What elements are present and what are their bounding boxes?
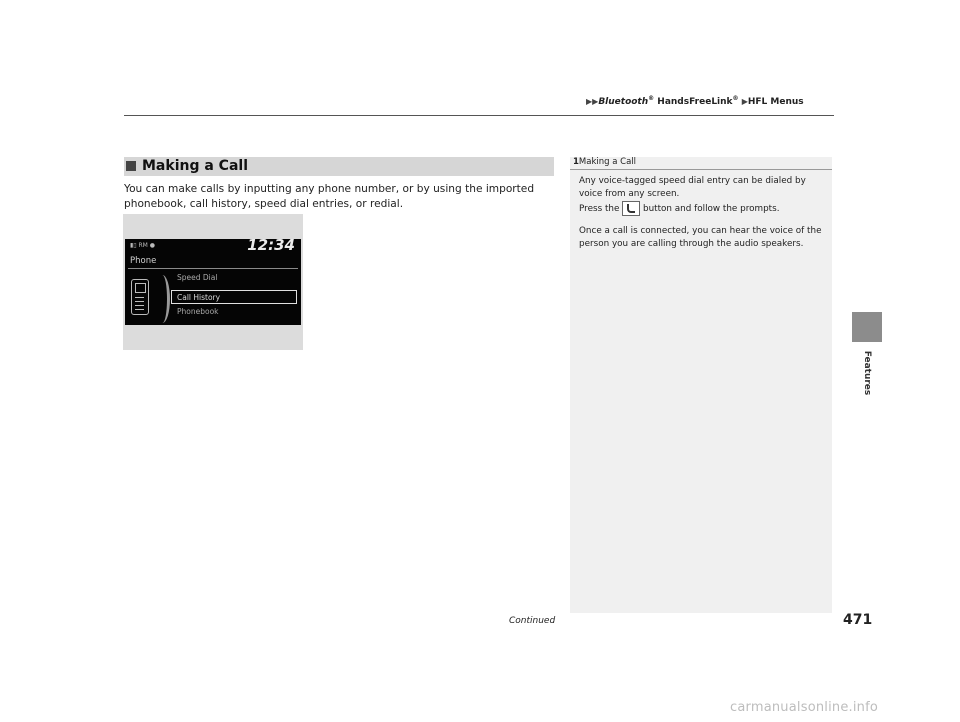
breadcrumb-part-menus: HFL Menus — [747, 97, 804, 107]
header-divider — [124, 115, 834, 116]
signal-icon: ▮▯ RM ● — [130, 242, 156, 249]
breadcrumb-arrow-icon: ▶▶ — [586, 97, 599, 106]
cellphone-icon — [131, 279, 149, 315]
section-title: Making a Call — [142, 158, 248, 174]
breadcrumb: ▶▶Bluetooth® HandsFreeLink® ▶HFL Menus — [586, 95, 804, 107]
menu-item-phonebook[interactable]: Phonebook — [177, 307, 219, 316]
scroll-arc — [155, 275, 170, 323]
phone-screen — [125, 236, 301, 325]
menu-item-call-history[interactable]: Call History — [171, 290, 297, 304]
screen-clock: 12:34 — [247, 236, 295, 254]
sidebar-para-1: Any voice-tagged speed dial entry can be dialed by voice from any screen. — [579, 176, 806, 199]
chapter-tab-label: Features — [862, 350, 872, 396]
section-body: You can make calls by inputting any phone number, or by using the imported phonebook, call history, speed dial entries, or redial. — [124, 183, 535, 210]
sidebar-text: Any voice-tagged speed dial entry can be dialed by voice from any screen. Press the button and follow the prompts. Once a call is connected, you can hear the voice of the person you are calling through the audio speakers. — [579, 175, 825, 260]
breadcrumb-arrow-icon: ▶ — [741, 97, 748, 106]
watermark: carmanualsonline.info — [730, 700, 879, 715]
section-heading — [124, 157, 554, 176]
sidebar-divider — [570, 169, 832, 170]
breadcrumb-part-bluetooth: Bluetooth — [598, 97, 649, 107]
page-number: 471 — [843, 612, 873, 628]
menu-item-speed-dial[interactable]: Speed Dial — [177, 273, 218, 282]
square-icon — [126, 161, 136, 171]
breadcrumb-part-hfl: HandsFreeLink — [654, 97, 733, 107]
screen-title: Phone — [130, 256, 157, 266]
talk-button-icon — [622, 201, 640, 216]
continued-label: Continued — [509, 616, 556, 626]
sidebar-note — [570, 157, 832, 613]
sidebar-para-2: Once a call is connected, you can hear the voice of the person you are calling through the audio speakers. — [579, 226, 822, 249]
screen-divider — [128, 268, 298, 269]
sidebar-heading: 1Making a Call — [573, 157, 637, 167]
